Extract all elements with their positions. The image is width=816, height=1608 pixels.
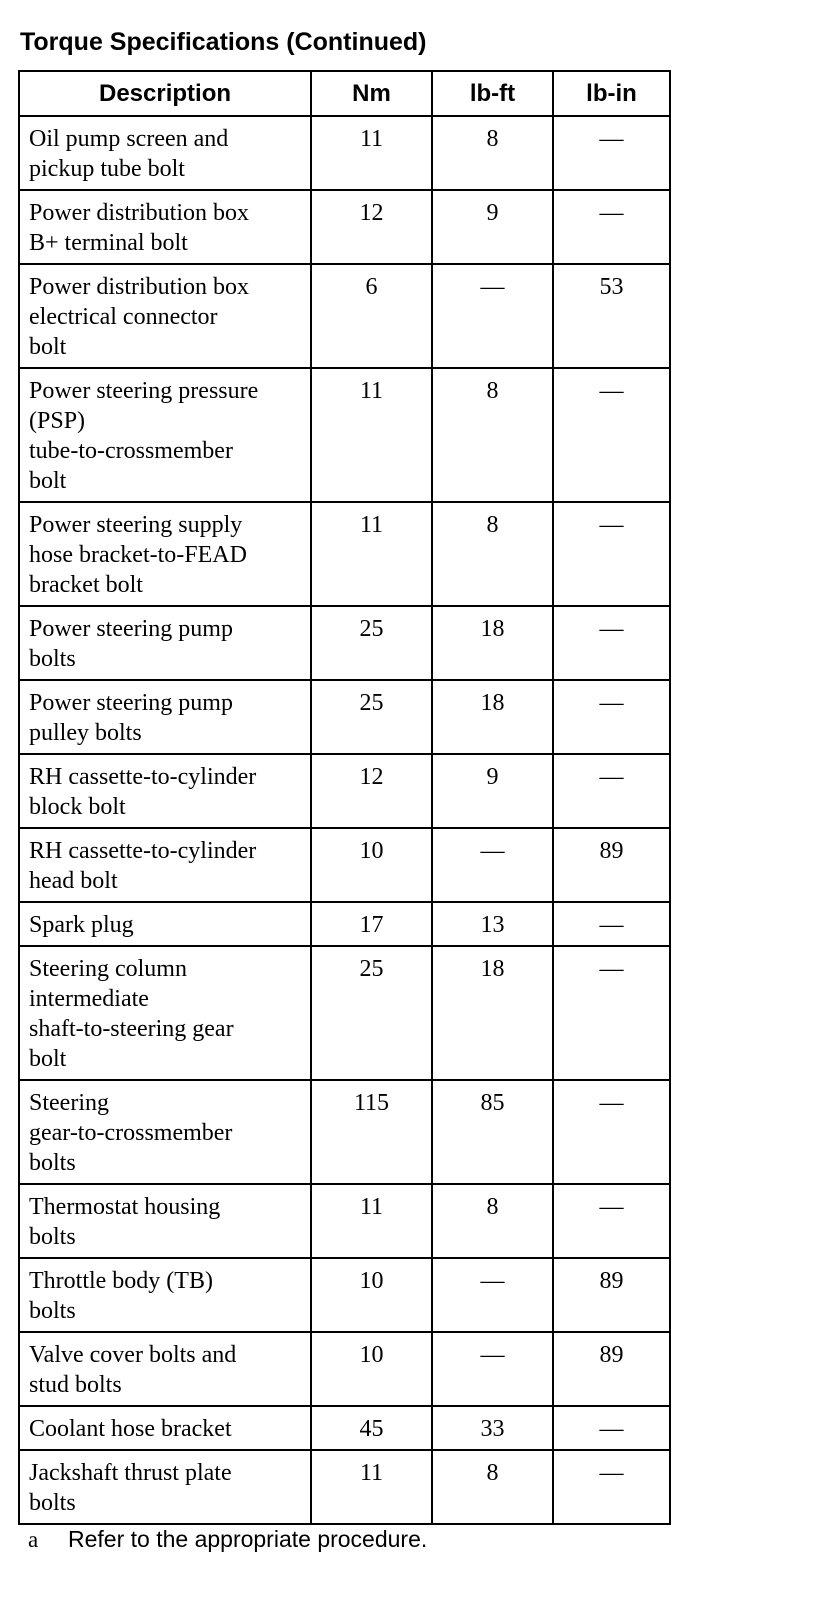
description-cell — [19, 116, 311, 190]
description-line: bolt — [29, 334, 67, 360]
description-line: B+ terminal bolt — [29, 230, 188, 256]
nm-cell: 10 — [311, 828, 432, 902]
table-row — [19, 502, 670, 606]
lb-ft-cell: — — [432, 1258, 553, 1332]
lb-in-cell: 89 — [553, 1258, 670, 1332]
lb-in-cell: 89 — [553, 828, 670, 902]
lb-ft-cell: 8 — [432, 502, 553, 606]
lb-in-cell: — — [553, 754, 670, 828]
description-cell — [19, 680, 311, 754]
description-line: Coolant hose bracket — [29, 1416, 232, 1442]
lb-ft-cell: 9 — [432, 754, 553, 828]
description-line: Steering column — [29, 956, 187, 982]
description-line: RH cassette-to-cylinder — [29, 838, 257, 864]
description-line: block bolt — [29, 794, 126, 820]
lb-in-cell: — — [553, 1450, 670, 1524]
description-cell — [19, 1332, 311, 1406]
column-header-description: Description — [19, 71, 311, 116]
description-cell — [19, 902, 311, 946]
lb-in-cell: — — [553, 1184, 670, 1258]
lb-in-cell: — — [553, 946, 670, 1080]
description-line: bolts — [29, 1298, 76, 1324]
nm-cell: 10 — [311, 1332, 432, 1406]
nm-cell: 25 — [311, 606, 432, 680]
lb-ft-cell: 85 — [432, 1080, 553, 1184]
table-row — [19, 1258, 670, 1332]
description-line: Throttle body (TB) — [29, 1268, 213, 1294]
lb-ft-cell: 18 — [432, 946, 553, 1080]
nm-cell: 45 — [311, 1406, 432, 1450]
description-cell — [19, 946, 311, 1080]
description-cell — [19, 1184, 311, 1258]
lb-ft-cell: 33 — [432, 1406, 553, 1450]
nm-cell: 11 — [311, 502, 432, 606]
nm-cell: 11 — [311, 116, 432, 190]
description-cell — [19, 1258, 311, 1332]
description-line: shaft-to-steering gear — [29, 1016, 234, 1042]
nm-cell: 12 — [311, 754, 432, 828]
description-line: Valve cover bolts and — [29, 1342, 237, 1368]
description-line: Power steering pump — [29, 690, 233, 716]
nm-cell: 12 — [311, 190, 432, 264]
description-line: bolts — [29, 1150, 76, 1176]
description-cell — [19, 606, 311, 680]
lb-in-cell: — — [553, 190, 670, 264]
description-line: head bolt — [29, 868, 118, 894]
description-line: Power distribution box — [29, 274, 249, 300]
description-line: electrical connector — [29, 304, 218, 330]
description-line: (PSP) — [29, 408, 86, 434]
description-line: Thermostat housing — [29, 1194, 221, 1220]
lb-in-cell: — — [553, 1080, 670, 1184]
table-row — [19, 1184, 670, 1258]
lb-ft-cell: 18 — [432, 606, 553, 680]
lb-ft-cell: — — [432, 1332, 553, 1406]
nm-cell: 11 — [311, 1184, 432, 1258]
table-row — [19, 1332, 670, 1406]
lb-ft-cell: 9 — [432, 190, 553, 264]
table-row — [19, 368, 670, 502]
nm-cell: 115 — [311, 1080, 432, 1184]
table-row — [19, 264, 670, 368]
lb-ft-cell: 8 — [432, 1184, 553, 1258]
description-line: Steering — [29, 1090, 109, 1116]
description-line: Spark plug — [29, 912, 134, 938]
nm-cell: 11 — [311, 1450, 432, 1524]
lb-in-cell: 53 — [553, 264, 670, 368]
lb-ft-cell: 8 — [432, 1450, 553, 1524]
description-cell — [19, 828, 311, 902]
table-row — [19, 828, 670, 902]
nm-cell: 6 — [311, 264, 432, 368]
nm-cell: 10 — [311, 1258, 432, 1332]
nm-cell: 17 — [311, 902, 432, 946]
description-line: gear-to-crossmember — [29, 1120, 233, 1146]
column-header-nm: Nm — [311, 71, 432, 116]
description-line: stud bolts — [29, 1372, 122, 1398]
description-line: bolts — [29, 1490, 76, 1516]
description-line: bolt — [29, 1046, 67, 1072]
description-line: intermediate — [29, 986, 149, 1012]
table-row — [19, 1406, 670, 1450]
table-row — [19, 1080, 670, 1184]
description-line: Jackshaft thrust plate — [29, 1460, 232, 1486]
description-cell — [19, 368, 311, 502]
description-cell — [19, 1080, 311, 1184]
description-cell — [19, 502, 311, 606]
lb-in-cell: 89 — [553, 1332, 670, 1406]
lb-ft-cell: — — [432, 264, 553, 368]
lb-in-cell: — — [553, 902, 670, 946]
table-row — [19, 902, 670, 946]
lb-in-cell: — — [553, 1406, 670, 1450]
description-line: pulley bolts — [29, 720, 142, 746]
lb-in-cell: — — [553, 606, 670, 680]
description-line: bolts — [29, 1224, 76, 1250]
description-cell — [19, 1450, 311, 1524]
table-row — [19, 1450, 670, 1524]
lb-in-cell: — — [553, 368, 670, 502]
description-line: bracket bolt — [29, 572, 143, 598]
description-line: hose bracket-to-FEAD — [29, 542, 247, 568]
lb-ft-cell: 8 — [432, 368, 553, 502]
page-title: Torque Specifications (Continued) — [20, 28, 427, 56]
table-row — [19, 754, 670, 828]
description-line: pickup tube bolt — [29, 156, 185, 182]
table-row — [19, 946, 670, 1080]
table-body — [19, 116, 670, 1524]
description-cell — [19, 190, 311, 264]
nm-cell: 25 — [311, 946, 432, 1080]
table-row — [19, 116, 670, 190]
description-line: RH cassette-to-cylinder — [29, 764, 257, 790]
lb-ft-cell: 13 — [432, 902, 553, 946]
description-cell — [19, 754, 311, 828]
footnote-text: Refer to the appropriate procedure. — [68, 1526, 428, 1552]
lb-in-cell: — — [553, 680, 670, 754]
description-cell — [19, 1406, 311, 1450]
description-line: bolt — [29, 468, 67, 494]
description-line: bolts — [29, 646, 76, 672]
torque-spec-table — [18, 70, 671, 1525]
footnote — [28, 1524, 427, 1555]
description-line: Power steering pressure — [29, 378, 259, 404]
table-header-row — [19, 71, 670, 116]
description-line: Power steering pump — [29, 616, 233, 642]
lb-ft-cell: — — [432, 828, 553, 902]
lb-in-cell: — — [553, 116, 670, 190]
description-line: tube-to-crossmember — [29, 438, 233, 464]
description-cell — [19, 264, 311, 368]
description-line: Oil pump screen and — [29, 126, 229, 152]
nm-cell: 25 — [311, 680, 432, 754]
lb-ft-cell: 18 — [432, 680, 553, 754]
description-line: Power distribution box — [29, 200, 249, 226]
table-row — [19, 606, 670, 680]
description-line: Power steering supply — [29, 512, 243, 538]
table-row — [19, 190, 670, 264]
nm-cell: 11 — [311, 368, 432, 502]
column-header-lb-in: lb-in — [553, 71, 670, 116]
column-header-lb-ft: lb-ft — [432, 71, 553, 116]
lb-ft-cell: 8 — [432, 116, 553, 190]
table-row — [19, 680, 670, 754]
footnote-mark: a — [28, 1527, 39, 1552]
lb-in-cell: — — [553, 502, 670, 606]
